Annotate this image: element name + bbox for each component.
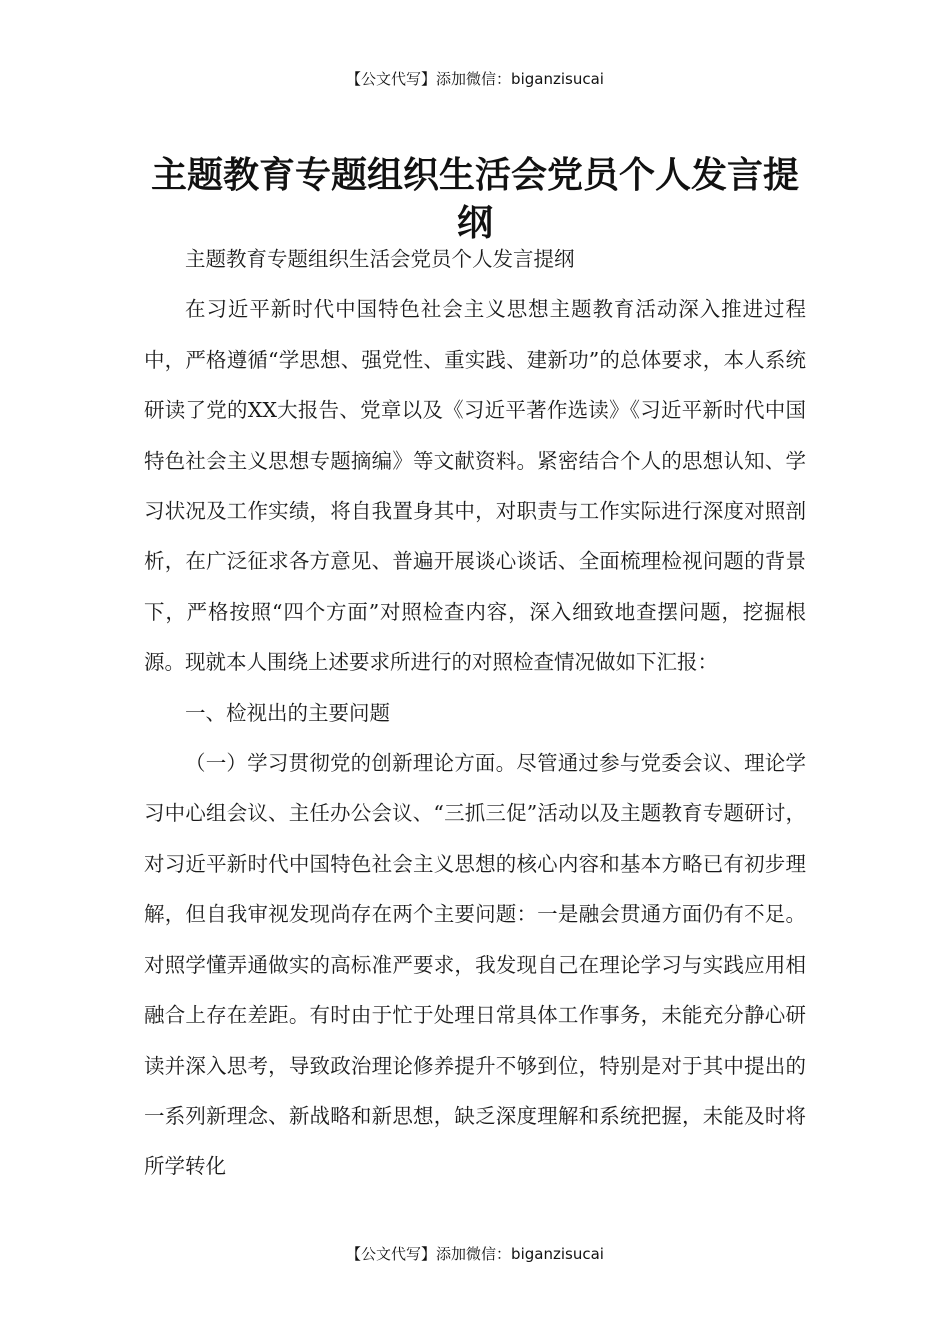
- intro-paragraph: 在习近平新时代中国特色社会主义思想主题教育活动深入推进过程中，严格遵循“学思想、强党性、重实践、建新功”的总体要求，本人系统研读了党的XX大报告、党章以及《习近平著作选读》《习近平新时代中国特色社会主义思想专题摘编》等文献资料。紧密结合个人的思想认知、学习状况及工作实绩，将自我置身其中，对职责与工作实际进行深度对照剖析，在广泛征求各方意见、普遍开展谈心谈话、全面梳理检视问题的背景下，严格按照“四个方面”对照检查内容，深入细致地查摆问题，挖掘根源。现就本人围绕上述要求所进行的对照检查情况做如下汇报：: [144, 297, 806, 675]
- document-body: [144, 234, 806, 1192]
- section-paragraph: （一）学习贯彻党的创新理论方面。尽管通过参与党委会议、理论学习中心组会议、主任办公会议、“三抓三促”活动以及主题教育专题研讨，对习近平新时代中国特色社会主义思想的核心内容和基本方略已有初步理解，但自我审视发现尚存在两个主要问题：一是融会贯通方面仍有不足。对照学懂弄通做实的高标准严要求，我发现自己在理论学习与实践应用相融合上存在差距。有时由于忙于处理日常具体工作事务，未能充分静心研读并深入思考，导致政治理论修养提升不够到位，特别是对于其中提出的一系列新理念、新战略和新思想，缺乏深度理解和系统把握，未能及时将所学转化: [144, 751, 806, 1179]
- page-footer-watermark: 【公文代写】添加微信：biganzisucai: [346, 1245, 604, 1263]
- subtitle-paragraph: 主题教育专题组织生活会党员个人发言提纲: [185, 247, 575, 271]
- page-header-watermark: 【公文代写】添加微信：biganzisucai: [346, 70, 604, 88]
- section-heading: 一、检视出的主要问题: [185, 700, 390, 725]
- document-title: 主题教育专题组织生活会党员个人发言提纲: [150, 155, 799, 245]
